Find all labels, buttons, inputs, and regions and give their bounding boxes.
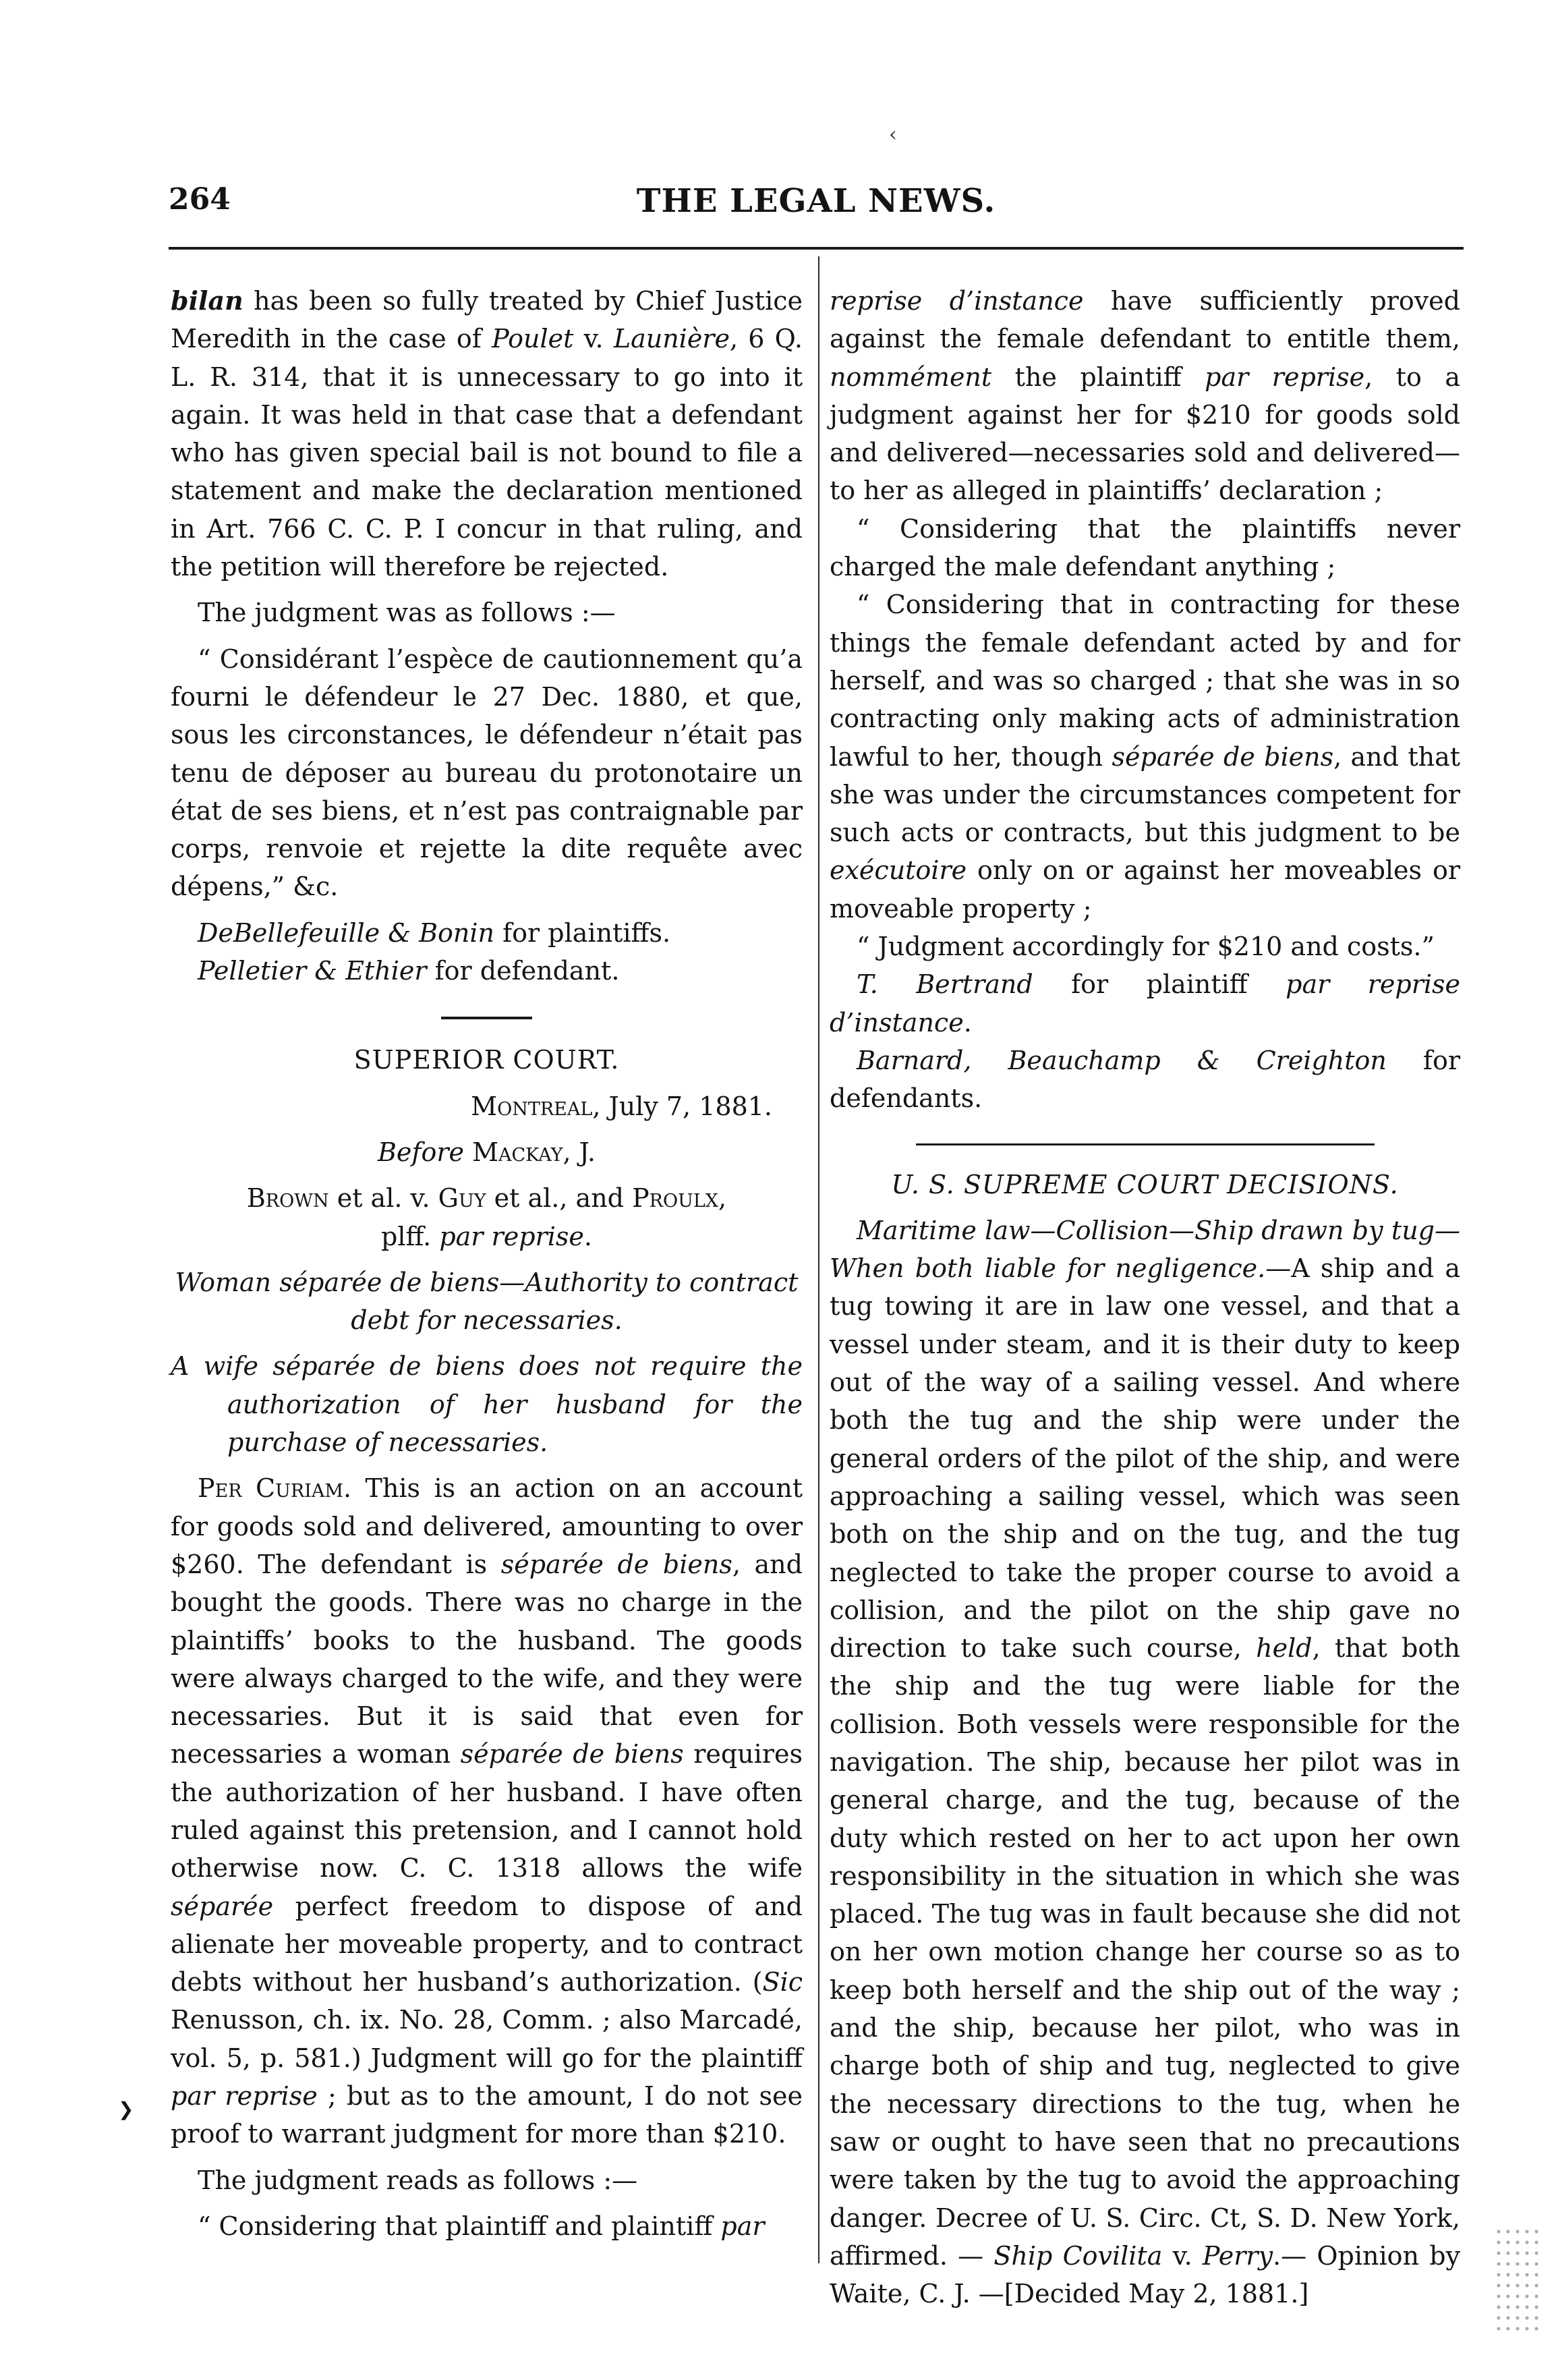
judge-line: Before Mackay, J.	[378, 1137, 596, 1167]
page-number: 264	[169, 182, 231, 217]
collision-decision: Maritime law—Collision—Ship drawn by tug—When both liable for negligence.—A ship and a tug towing it are in law one vessel, and that a vessel under steam, and it is their duty to keep out of the way of a sailing vessel. And where both the tug and the ship were under the general orders of the pilot of the ship, and were approaching a sailing vessel, which was seen both on the ship and on the tug, and the tug neglected to take the proper course to avoid a collision, and the pilot on the ship gave no direction to take such course, held, that both the ship and the tug were liable for the collision. Both vessels were responsible for the navigation. The ship, because her pilot was in general charge, and the tug, because of the duty which rested on her to act upon her own responsibility in the situation in which she was placed. The tug was in fault because she did not on her own motion change her course so as to keep both herself and the ship out of the way ; and the ship, because her pilot, who was in charge both of ship and tug, neglected to give the necessary directions to the tug, when he saw or ought to have seen that no precautions were taken by the tug to avoid the approaching danger. Decree of U. S. Circ. Ct, S. D. New York, affirmed. — Ship Covilita v. Perry.— Opinion by Waite, C. J. —[Decided May 2, 1881.]	[830, 1215, 1460, 2309]
scan-speckle	[1494, 2226, 1541, 2334]
counsel-defendant: Pelletier & Ethier for defendant.	[198, 956, 620, 986]
considering-start: “ Considering that plaintiff and plaintiff par	[198, 2211, 765, 2241]
counsel-defendants: Barnard, Beauchamp & Creighton for defendants.	[830, 1045, 1460, 1114]
case-parties-cont: plff. par reprise.	[381, 1221, 592, 1251]
paragraph-bilan: bilan has been so fully treated by Chief Justice Meredith in the case of Poulet v. Launière, 6 Q. L. R. 314, that it is unnecessary to go into it again. It was held in that case that a defendant who has given special bail is not bound to file a statement and make the declaration mentioned in Art. 766 C. C. P. I concur in that ruling, and the petition will therefore be rejected.	[171, 285, 803, 582]
section-rule	[441, 1017, 532, 1019]
case-parties: Brown et al. v. Guy et al., and Proulx,	[246, 1183, 727, 1214]
left-column	[171, 282, 803, 2245]
header-rule	[169, 247, 1464, 250]
stray-mark: ‹	[889, 123, 897, 146]
page-header	[169, 182, 1464, 229]
headnote-title: Woman séparée de biens—Authority to contract debt for necessaries.	[175, 1267, 799, 1336]
counsel-plaintiff-reprise: T. Bertrand for plaintiff par reprise d’instance.	[830, 969, 1460, 1038]
running-title: THE LEGAL NEWS.	[636, 182, 996, 220]
margin-speck: ❯	[118, 2098, 134, 2120]
counsel-plaintiffs: DeBellefeuille & Bonin for plaintiffs.	[198, 917, 671, 948]
column-divider	[818, 256, 819, 2263]
judgment-intro: The judgment was as follows :—	[198, 598, 616, 628]
dateline: Montreal, July 7, 1881.	[471, 1091, 772, 1121]
considering-contracting: “ Considering that in contracting for these things the female defendant acted by and for herself, and was so charged ; that she was in so contracting only making acts of administration lawful to her, though séparée de biens, and that she was under the circumstances competent for such acts or contracts, but this judgment to be exécutoire only on or against her moveables or moveable property ;	[830, 590, 1460, 924]
considering-never-charged: “ Considering that the plaintiffs never charged the male defendant anything ;	[830, 513, 1460, 582]
considering-proved: reprise d’instance have sufficiently proved against the female defendant to entitle them, nommément the plaintiff par reprise, to a judgment against her for $210 for goods sold and delivered—necessaries sold and delivered—to her as alleged in plaintiffs’ declaration ;	[830, 286, 1461, 506]
section-rule	[916, 1143, 1375, 1145]
court-heading: SUPERIOR COURT.	[353, 1045, 620, 1075]
headnote-summary: A wife séparée de biens does not require the authorization of her husband for the purchase of necessaries.	[171, 1351, 803, 1458]
right-column	[830, 282, 1460, 2313]
judgment-accordingly: “ Judgment accordingly for $210 and costs.”	[857, 932, 1435, 962]
judgment-reads: The judgment reads as follows :—	[198, 2165, 638, 2195]
supreme-court-heading: U. S. SUPREME COURT DECISIONS.	[891, 1169, 1399, 1199]
per-curiam-opinion: Per Curiam. This is an action on an account for goods sold and delivered, amounting to over $260. The defendant is séparée de biens, and bought the goods. There was no charge in the plaintiffs’ books to the husband. The goods were always charged to the wife, and they were necessaries. But it is said that even for necessaries a woman séparée de biens requires the authorization of her husband. I have often ruled against this pretension, and I cannot hold otherwise now. C. C. 1318 allows the wife séparée perfect freedom to dispose of and alienate her moveable property, and to contract debts without her husband’s authorization. (Sic Renusson, ch. ix. No. 28, Comm. ; also Marcadé, vol. 5, p. 581.) Judgment will go for the plaintiff par reprise ; but as to the amount, I do not see proof to warrant judgment for more than $210.	[171, 1473, 803, 2149]
french-judgment: “ Considérant l’espèce de cautionnement qu’a fourni le défendeur le 27 Dec. 1880, et que, sous les circonstances, le défendeur n’était pas tenu de déposer au bureau du protonotaire un état de ses biens, et n’est pas contraignable par corps, renvoie et rejette la dite requête avec dépens,” &c.	[171, 644, 803, 902]
